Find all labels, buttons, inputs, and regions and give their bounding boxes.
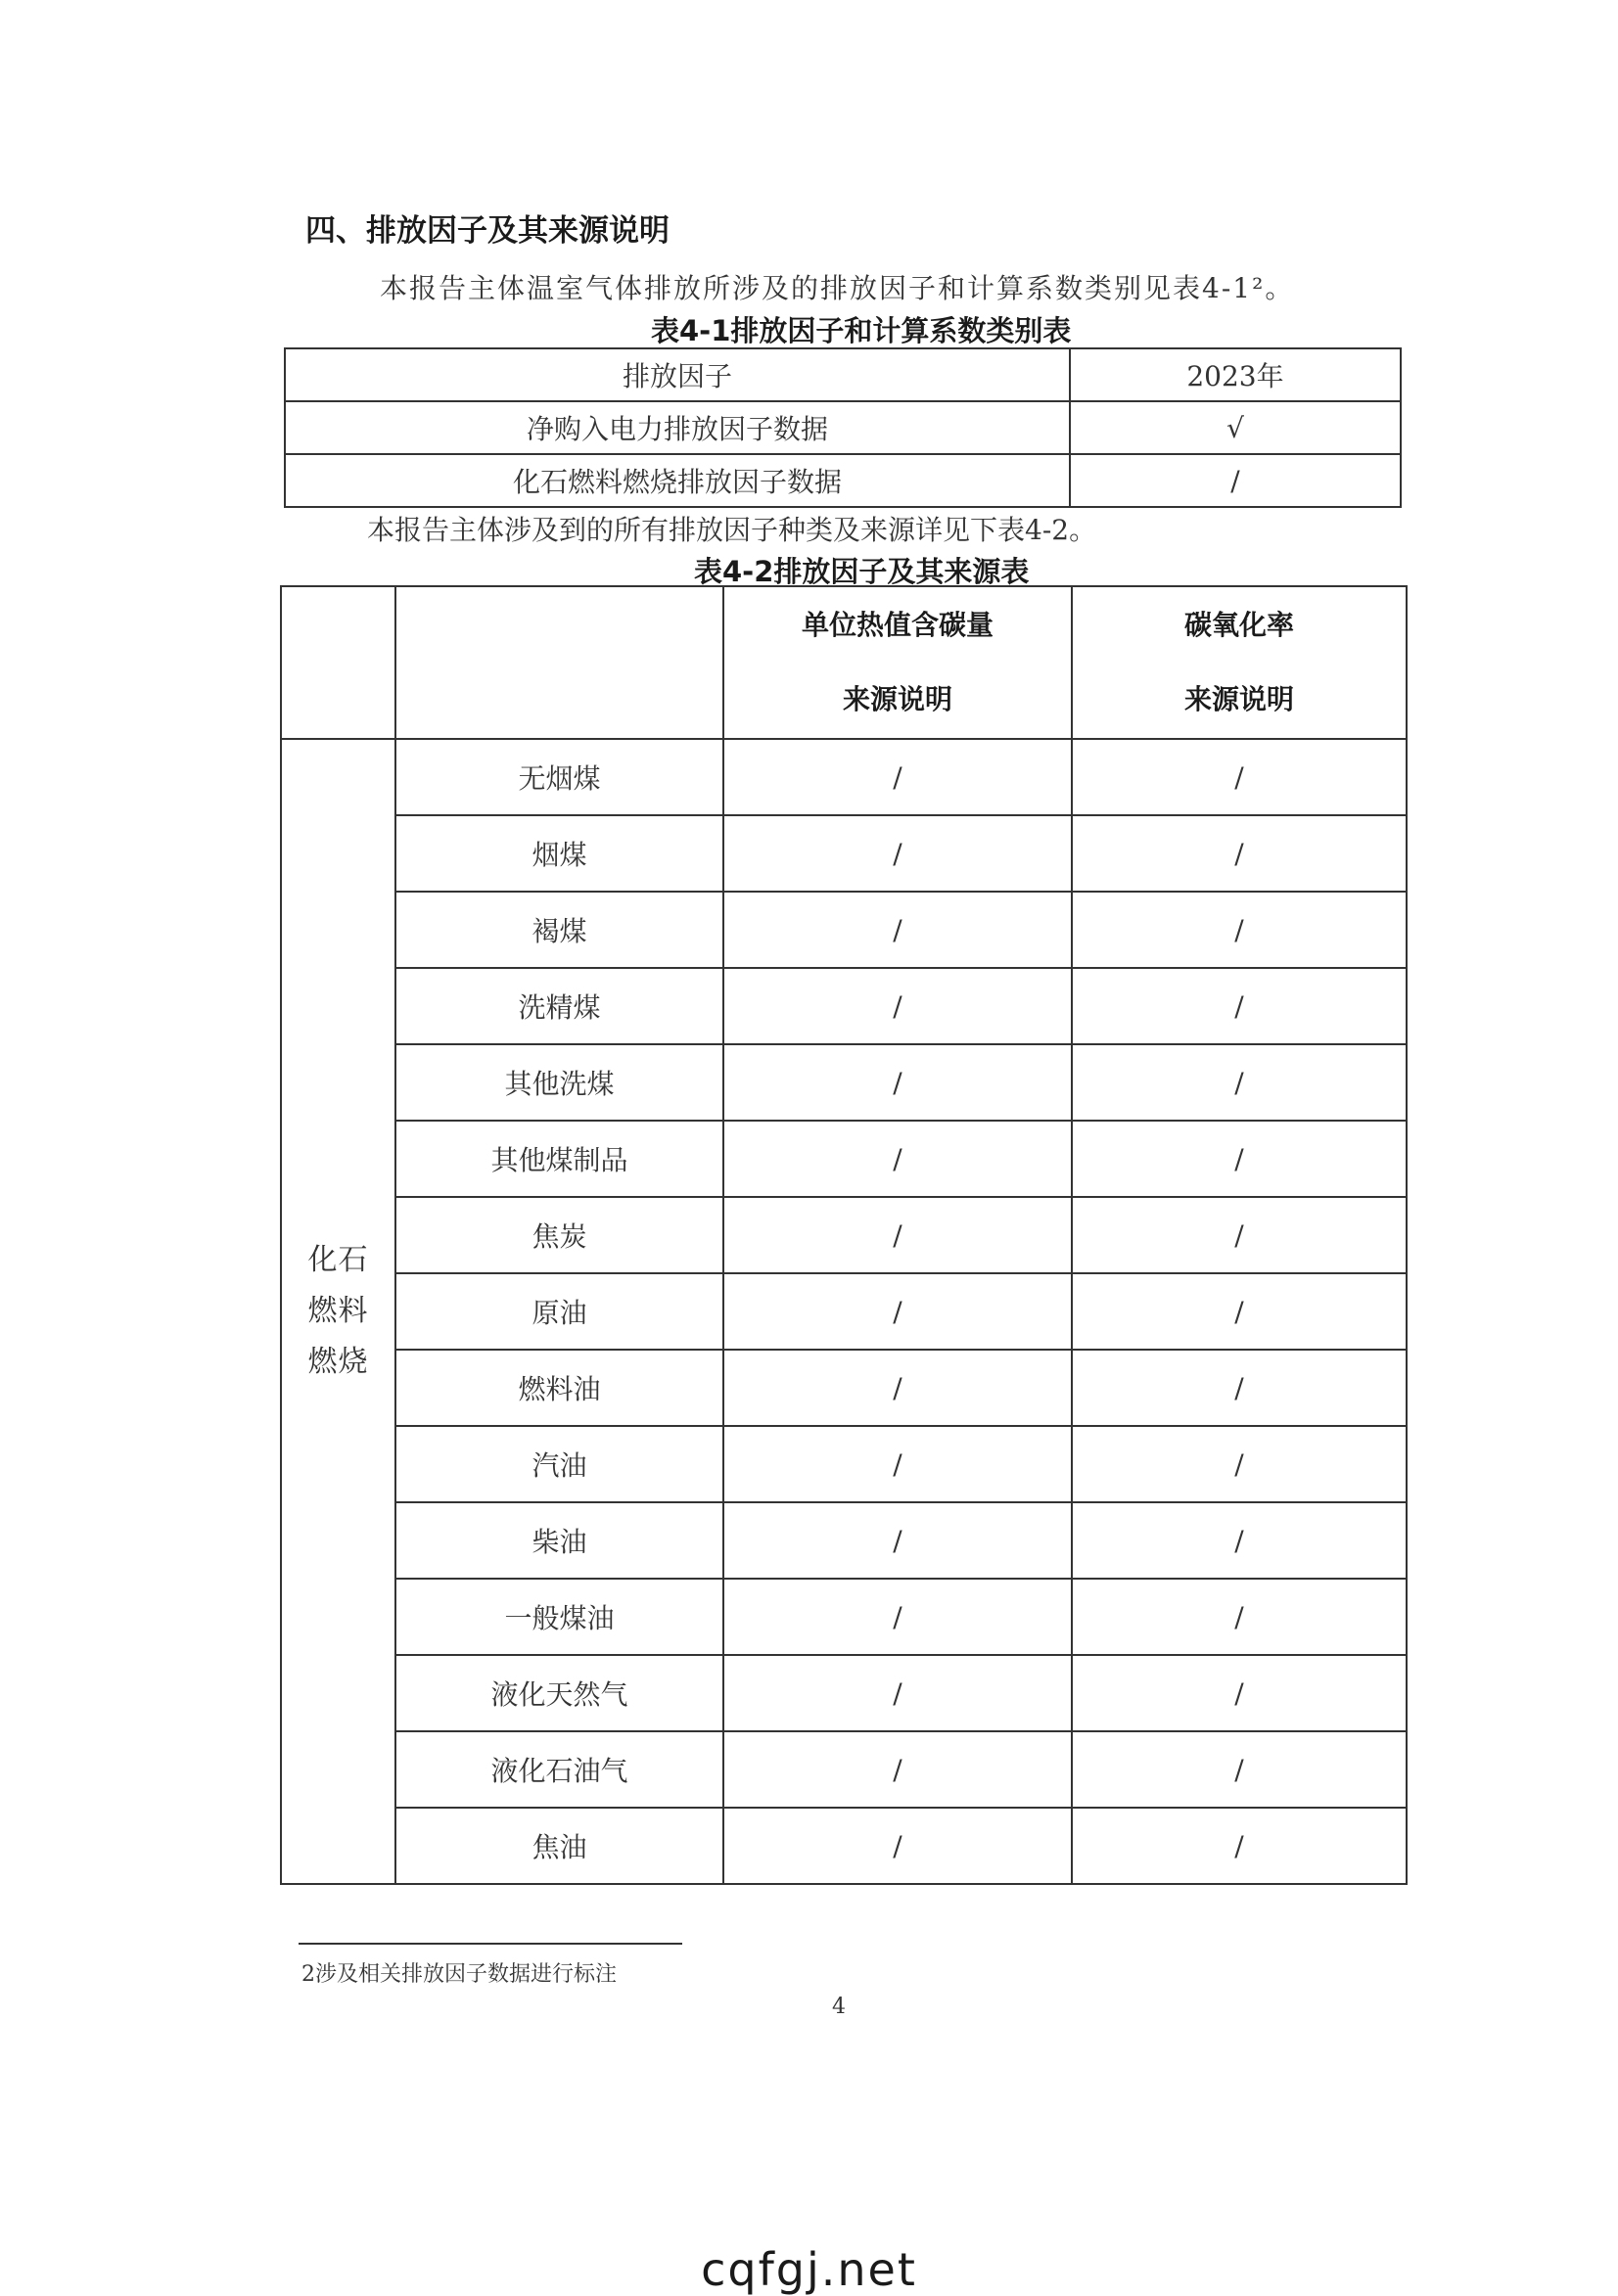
table-row xyxy=(281,892,1407,968)
table-header-cell: 2023年 xyxy=(1070,348,1401,401)
fuel-name-cell: 其他煤制品 xyxy=(395,1121,723,1197)
category-cell xyxy=(281,739,395,1884)
table-cell: / xyxy=(723,1350,1072,1426)
table-header-cell: 排放因子 xyxy=(285,348,1070,401)
table-row xyxy=(281,1502,1407,1579)
table-cell: / xyxy=(723,1808,1072,1884)
table-cell: / xyxy=(723,968,1072,1044)
table-row xyxy=(281,739,1407,815)
table-cell: 净购入电力排放因子数据 xyxy=(285,401,1070,454)
fuel-name-cell: 洗精煤 xyxy=(395,968,723,1044)
table-cell: √ xyxy=(1070,401,1401,454)
table-header-row xyxy=(281,586,1407,739)
table-cell: / xyxy=(1072,1044,1407,1121)
table-cell: / xyxy=(723,1502,1072,1579)
table-row xyxy=(281,1044,1407,1121)
table-row xyxy=(281,1121,1407,1197)
source-description-label: 来源说明 xyxy=(1183,683,1294,715)
emission-factor-source-table xyxy=(280,585,1408,1885)
table-row xyxy=(281,1197,1407,1273)
table1-caption: 表4-1排放因子和计算系数类别表 xyxy=(651,314,1072,347)
table-cell: / xyxy=(1072,1655,1407,1731)
table-cell: / xyxy=(1072,1273,1407,1350)
table-row xyxy=(285,454,1401,507)
oxidation-rate-label: 碳氧化率 xyxy=(1183,609,1294,641)
section-heading: 四、排放因子及其来源说明 xyxy=(305,213,670,249)
table-cell: / xyxy=(1072,968,1407,1044)
table-header-cell xyxy=(281,586,395,739)
table-cell: / xyxy=(723,1731,1072,1808)
fuel-name-cell: 燃料油 xyxy=(395,1350,723,1426)
table2-caption: 表4-2排放因子及其来源表 xyxy=(694,555,1030,588)
table-cell: / xyxy=(1072,1426,1407,1502)
table-row xyxy=(281,1731,1407,1808)
fuel-name-cell: 液化天然气 xyxy=(395,1655,723,1731)
fuel-name-cell: 焦炭 xyxy=(395,1197,723,1273)
site-watermark: cqfgj.net xyxy=(701,2243,917,2296)
table-cell: / xyxy=(1072,1350,1407,1426)
table-cell: / xyxy=(1072,1579,1407,1655)
carbon-content-label: 单位热值含碳量 xyxy=(801,609,994,641)
table2-intro-paragraph: 本报告主体涉及到的所有排放因子种类及来源详见下表4-2。 xyxy=(367,514,1097,546)
table-cell: 化石燃料燃烧排放因子数据 xyxy=(285,454,1070,507)
table-row xyxy=(281,1273,1407,1350)
table-row xyxy=(281,968,1407,1044)
table-cell: / xyxy=(1070,454,1401,507)
table-cell: / xyxy=(723,1121,1072,1197)
page-number: 4 xyxy=(832,1995,846,2019)
footnote-divider xyxy=(299,1943,682,1945)
table-row xyxy=(281,1655,1407,1731)
table-cell: / xyxy=(1072,1808,1407,1884)
table-row xyxy=(281,815,1407,892)
table-cell: / xyxy=(723,1655,1072,1731)
table-cell: / xyxy=(1072,892,1407,968)
category-label-line: 燃料 xyxy=(307,1294,369,1328)
fuel-name-cell: 液化石油气 xyxy=(395,1731,723,1808)
fuel-name-cell: 褐煤 xyxy=(395,892,723,968)
fuel-name-cell: 原油 xyxy=(395,1273,723,1350)
table-cell: / xyxy=(1072,1197,1407,1273)
source-description-label: 来源说明 xyxy=(842,683,952,715)
fuel-name-cell: 柴油 xyxy=(395,1502,723,1579)
category-label-line: 化石 xyxy=(307,1243,369,1277)
table-header-cell xyxy=(395,586,723,739)
table-cell: / xyxy=(723,739,1072,815)
fuel-name-cell: 其他洗煤 xyxy=(395,1044,723,1121)
table-header-row xyxy=(285,348,1401,401)
table-cell: / xyxy=(1072,1731,1407,1808)
fuel-name-cell: 无烟煤 xyxy=(395,739,723,815)
fuel-name-cell: 汽油 xyxy=(395,1426,723,1502)
fuel-name-cell: 烟煤 xyxy=(395,815,723,892)
table-header-cell xyxy=(1072,586,1407,739)
table-row xyxy=(281,1808,1407,1884)
table-cell: / xyxy=(723,1044,1072,1121)
intro-paragraph: 本报告主体温室气体排放所涉及的排放因子和计算系数类别见表4-1²。 xyxy=(380,272,1295,304)
table-cell: / xyxy=(1072,1121,1407,1197)
table-cell: / xyxy=(723,1426,1072,1502)
table-cell: / xyxy=(723,1197,1072,1273)
table-cell: / xyxy=(723,1273,1072,1350)
category-label-line: 燃烧 xyxy=(307,1345,369,1379)
table-cell: / xyxy=(723,815,1072,892)
footnote: 2涉及相关排放因子数据进行标注 xyxy=(301,1962,617,1987)
table-cell: / xyxy=(1072,739,1407,815)
table-header-cell xyxy=(723,586,1072,739)
table-cell: / xyxy=(723,892,1072,968)
table-cell: / xyxy=(1072,815,1407,892)
table-row xyxy=(281,1350,1407,1426)
table-row xyxy=(285,401,1401,454)
fuel-name-cell: 焦油 xyxy=(395,1808,723,1884)
table-cell: / xyxy=(1072,1502,1407,1579)
emission-factor-category-table xyxy=(284,347,1402,508)
table-row xyxy=(281,1579,1407,1655)
table-row xyxy=(281,1426,1407,1502)
table-cell: / xyxy=(723,1579,1072,1655)
fuel-name-cell: 一般煤油 xyxy=(395,1579,723,1655)
